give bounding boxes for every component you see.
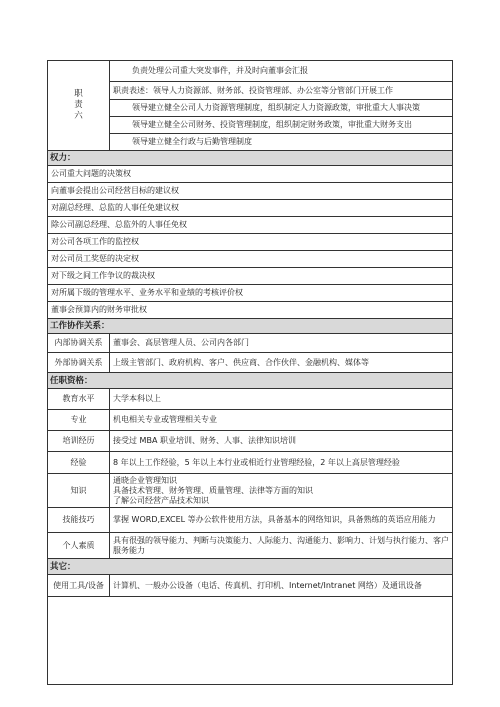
qualifications-heading: 任职资格： bbox=[48, 373, 453, 389]
power-item-3: 对副总经理、总监的人事任免建议权 bbox=[48, 200, 453, 217]
experience-label: 经验 bbox=[48, 452, 110, 474]
relation-row-internal bbox=[48, 334, 453, 353]
duty6-row bbox=[48, 61, 453, 82]
relations-heading: 工作协作关系： bbox=[48, 319, 453, 334]
blank-area bbox=[48, 597, 453, 685]
power-item-8: 对所属下级的管理水平、业务水平和业绩的考核评价权 bbox=[48, 285, 453, 302]
major-label: 专业 bbox=[48, 410, 110, 431]
power-item-2: 向董事会提出公司经营目标的建议权 bbox=[48, 183, 453, 200]
job-description-table bbox=[47, 60, 453, 685]
duty6-item-1: 负责处理公司重大突发事件，并及时向董事会汇报 bbox=[110, 61, 453, 82]
power-item-4: 除公司副总经理、总监外的人事任免权 bbox=[48, 217, 453, 234]
training-label: 培训经历 bbox=[48, 431, 110, 452]
knowledge-value bbox=[110, 474, 453, 508]
job-description-document bbox=[47, 60, 452, 685]
duty6-item-2: 职责表述：领导人力资源部、财务部、投资管理部、办公室等分管部门开展工作 bbox=[110, 82, 453, 100]
duty6-item-3: 领导建立健全公司人力资源管理制度，组织制定人力资源政策，审批重大人事决策 bbox=[110, 100, 453, 117]
tools-label: 使用工具/设备 bbox=[48, 575, 110, 597]
power-item-9: 董事会预算内的财务审批权 bbox=[48, 302, 453, 319]
internal-relations-label: 内部协调关系 bbox=[48, 334, 110, 353]
knowledge-line: 通晓企业管理知识 bbox=[113, 475, 178, 485]
personal-quality-label: 个人素质 bbox=[48, 533, 110, 559]
duty6-label-text: 职 责 六 bbox=[74, 89, 83, 121]
external-relations-value: 上级主管部门、政府机构、客户、供应商、合作伙伴、金融机构、媒体等 bbox=[110, 353, 453, 373]
power-item-7: 对下级之间工作争议的裁决权 bbox=[48, 268, 453, 285]
duty6-item-4: 领导建立健全公司财务、投资管理制度，组织制定财务政策，审批重大财务支出 bbox=[110, 117, 453, 134]
skills-label: 技能技巧 bbox=[48, 508, 110, 533]
blank-cell bbox=[48, 597, 453, 685]
knowledge-label: 知识 bbox=[48, 474, 110, 508]
education-label: 教育水平 bbox=[48, 389, 110, 410]
relation-row-external bbox=[48, 353, 453, 373]
power-heading: 权力： bbox=[48, 151, 453, 166]
knowledge-line: 了解公司经营产品技术知识 bbox=[113, 495, 210, 505]
power-item-6: 对公司员工奖惩的决定权 bbox=[48, 251, 453, 268]
knowledge-line: 具备技术管理、财务管理、质量管理、法律等方面的知识 bbox=[113, 485, 314, 495]
power-item-5: 对公司各项工作的监控权 bbox=[48, 234, 453, 251]
training-value: 接受过 MBA 职业培训、财务、人事、法律知识培训 bbox=[110, 431, 453, 452]
personal-quality-value: 具有很强的领导能力、判断与决策能力、人际能力、沟通能力、影响力、计划与执行能力、客户服务能力 bbox=[110, 533, 453, 559]
power-item-1: 公司重大问题的决策权 bbox=[48, 166, 453, 183]
major-value: 机电相关专业或管理相关专业 bbox=[110, 410, 453, 431]
experience-value: 8 年以上工作经验，5 年以上本行业或相近行业管理经验，2 年以上高层管理经验 bbox=[110, 452, 453, 474]
education-value: 大学本科以上 bbox=[110, 389, 453, 410]
duty6-label bbox=[48, 61, 110, 151]
skills-value: 掌握 WORD,EXCEL 等办公软件使用方法，具备基本的网络知识，具备熟练的英语应用能力 bbox=[110, 508, 453, 533]
tools-value: 计算机、一般办公设备（电话、传真机、打印机、Internet/Intranet 网络）及通讯设备 bbox=[110, 575, 453, 597]
other-heading: 其它： bbox=[48, 559, 453, 575]
external-relations-label: 外部协调关系 bbox=[48, 353, 110, 373]
duty6-item-5: 领导建立健全行政与后勤管理制度 bbox=[110, 134, 453, 151]
internal-relations-value: 董事会、高层管理人员、公司内各部门 bbox=[110, 334, 453, 353]
